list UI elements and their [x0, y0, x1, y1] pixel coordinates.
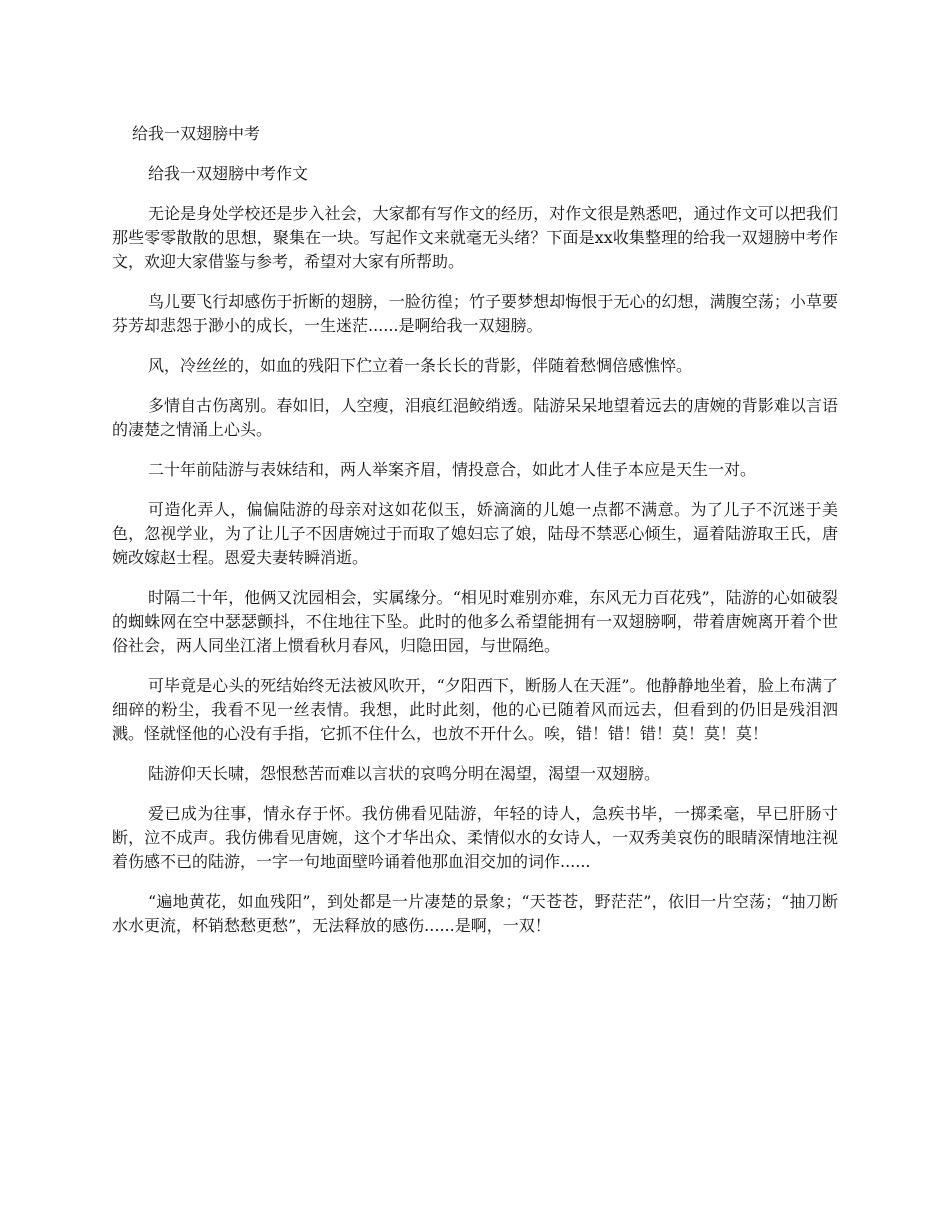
paragraph-marriage: 二十年前陆游与表妹结和，两人举案齐眉，情投意合，如此才人佳子本应是天生一对。 [148, 460, 757, 479]
document-page [112, 122, 838, 954]
paragraph-intro: 无论是身处学校还是步入社会，大家都有写作文的经历，对作文很是熟悉吧，通过作文可以把我们那些零零散散的思想，聚集在一块。写起作文来就毫无头绪？下面是xx收集整理的给我一双翅膀中考作文，欢迎大家借鉴与参考，希望对大家有所帮助。 [112, 204, 838, 271]
paragraph-mother: 可造化弄人，偏偏陆游的母亲对这如花似玉，娇滴滴的儿媳一点都不满意。为了儿子不沉迷于美色，忽视学业，为了让儿子不因唐婉过于而取了媳妇忘了娘，陆母不禁恶心倾生，逼着陆游取王氏，唐婉改嫁赵士程。恩爱夫妻转瞬消逝。 [112, 500, 838, 567]
document-title: 给我一双翅膀中考 [132, 124, 261, 143]
paragraph-bird: 鸟儿要飞行却感伤于折断的翅膀，一脸彷徨；竹子要梦想却悔恨于无心的幻想，满腹空荡；小草要芬芳却悲怨于渺小的成长，一生迷茫......是啊给我一双翅膀。 [112, 292, 838, 335]
paragraph-closing: “遍地黄花，如血残阳”，到处都是一片凄楚的景象；“天苍苍，野茫茫”，依旧一片空荡；“抽刀断水水更流，杯销愁愁更愁”，无法释放的感伤......是啊，一双！ [112, 892, 838, 935]
paragraph-memory: 爱已成为往事，情永存于怀。我仿佛看见陆游，年轻的诗人，急疾书毕，一掷柔毫，早已肝肠寸断，泣不成声。我仿佛看见唐婉，这个才华出众、柔情似水的女诗人，一双秀美哀伤的眼睛深情地注视着伤感不已的陆游，一字一句地面壁吟诵着他那血泪交加的词作...... [112, 804, 838, 871]
paragraph-sunset: 可毕竟是心头的死结始终无法被风吹开，“夕阳西下，断肠人在天涯”。他静静地坐着，脸上布满了细碎的粉尘，我看不见一丝表情。我想，此时此刻，他的心已随着风而远去，但看到的仍旧是残泪泗溅。怪就怪他的心没有手指，它抓不住什么，也放不开什么。唉，错！错！错！莫！莫！莫！ [112, 676, 838, 743]
paragraph-cry: 陆游仰天长啸，怨恨愁苦而难以言状的哀鸣分明在渴望，渴望一双翅膀。 [148, 764, 661, 783]
document-subtitle: 给我一双翅膀中考作文 [148, 164, 309, 183]
paragraph-reunion: 时隔二十年，他俩又沈园相会，实属缘分。“相见时难别亦难，东风无力百花残”，陆游的心如破裂的蜘蛛网在空中瑟瑟颤抖，不住地往下坠。此时的他多么希望能拥有一双翅膀啊，带着唐婉离开着个世俗社会，两人同坐江渚上惯看秋月春风，归隐田园，与世隔绝。 [112, 588, 838, 655]
paragraph-farewell: 多情自古伤离别。春如旧，人空瘦，泪痕红浥鲛绡透。陆游呆呆地望着远去的唐婉的背影难以言语的凄楚之情涌上心头。 [112, 396, 838, 439]
paragraph-wind: 风，冷丝丝的，如血的残阳下伫立着一条长长的背影，伴随着愁惆倍感憔悴。 [148, 356, 693, 375]
